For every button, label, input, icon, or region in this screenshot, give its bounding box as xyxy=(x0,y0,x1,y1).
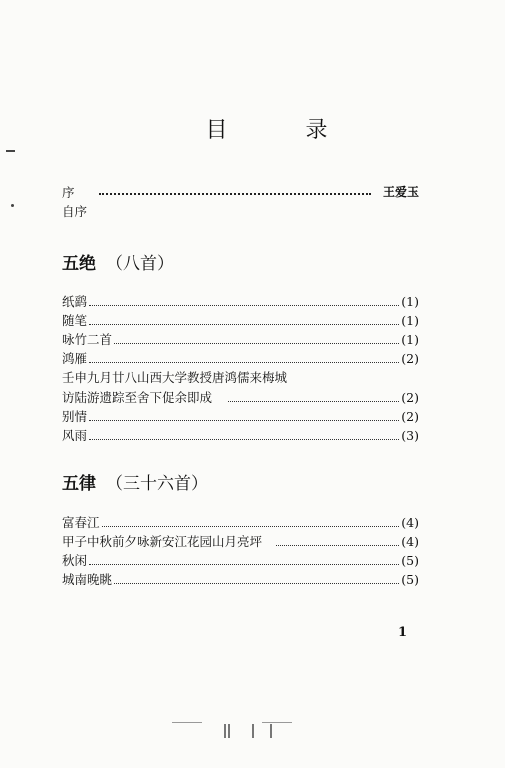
section-heading xyxy=(62,249,174,274)
toc-entry-title: 自序 xyxy=(62,204,88,219)
toc-entry-title: 咏竹二首 xyxy=(62,332,113,347)
dot-leader xyxy=(89,305,399,306)
toc-entry xyxy=(62,532,419,551)
toc-entry xyxy=(62,292,419,311)
toc-entry xyxy=(62,513,419,532)
dot-leader xyxy=(114,343,399,344)
scan-mark xyxy=(6,150,15,152)
dot-leader xyxy=(102,526,400,527)
toc-entry-page: (1) xyxy=(401,313,419,328)
toc-entry-page: (1) xyxy=(401,332,419,347)
toc-entry-page: (5) xyxy=(401,572,419,587)
section-heading-count: （八首） xyxy=(106,254,174,274)
toc-entry-page: (4) xyxy=(401,534,419,549)
toc-entry xyxy=(62,551,419,570)
toc-entry-page: (4) xyxy=(401,515,419,530)
dot-leader xyxy=(89,362,399,363)
toc-entry-page: (5) xyxy=(401,553,419,568)
dot-leader xyxy=(89,324,399,325)
section-heading-count: （三十六首） xyxy=(106,474,208,494)
toc-entry-title: 序 xyxy=(62,185,75,200)
toc-entry-title: 纸鹞 xyxy=(62,294,88,309)
toc-entry xyxy=(62,426,419,445)
page-number: 1 xyxy=(398,625,408,640)
toc-entry-title: 别情 xyxy=(62,409,88,424)
toc-entry-title: 富春江 xyxy=(62,515,100,530)
toc-entry xyxy=(62,349,419,368)
toc-entry xyxy=(62,330,419,349)
dot-leader xyxy=(276,545,399,546)
toc-entry-self-preface xyxy=(62,202,419,221)
section-heading-title: 五律 xyxy=(62,474,96,494)
toc-entry-title: 秋闲 xyxy=(62,553,88,568)
toc-entry-title: 城南晚眺 xyxy=(62,572,113,587)
toc-entry-page: (1) xyxy=(401,294,419,309)
page-title: 目 录 xyxy=(205,118,356,143)
toc-entry xyxy=(62,570,419,589)
toc-entry-preface xyxy=(62,183,419,202)
toc-entry xyxy=(62,407,419,426)
toc-entry-page: (2) xyxy=(401,351,419,366)
toc-entry xyxy=(62,368,419,387)
toc-entry-page: (2) xyxy=(401,390,419,405)
dot-leader xyxy=(114,583,399,584)
toc-entry-title: 甲子中秋前夕咏新安江花园山月亮坪 xyxy=(62,534,263,549)
dot-leader xyxy=(89,439,399,440)
toc-entry-title: 随笔 xyxy=(62,313,88,328)
toc-entry xyxy=(62,388,419,407)
toc-entry-author: 王爱玉 xyxy=(382,185,419,199)
scan-footer-mark xyxy=(172,722,292,738)
dot-leader xyxy=(89,420,399,421)
dot-leader xyxy=(89,564,399,565)
toc-entry-title: 风雨 xyxy=(62,428,88,443)
scan-mark xyxy=(11,204,14,207)
toc-entry-title: 鸿雁 xyxy=(62,351,88,366)
section-heading-title: 五绝 xyxy=(62,254,96,274)
dot-leader xyxy=(228,401,399,402)
toc-entry-page: (3) xyxy=(401,428,419,443)
toc-entry-page: (2) xyxy=(401,409,419,424)
section-heading xyxy=(62,469,208,494)
toc-entry xyxy=(62,311,419,330)
toc-entry-title: 壬申九月廿八山西大学教授唐鸿儒来梅城 xyxy=(62,370,288,385)
toc-entry-title: 访陆游遗踪至舍下促余即成 xyxy=(62,390,213,405)
dot-leader xyxy=(99,193,371,195)
